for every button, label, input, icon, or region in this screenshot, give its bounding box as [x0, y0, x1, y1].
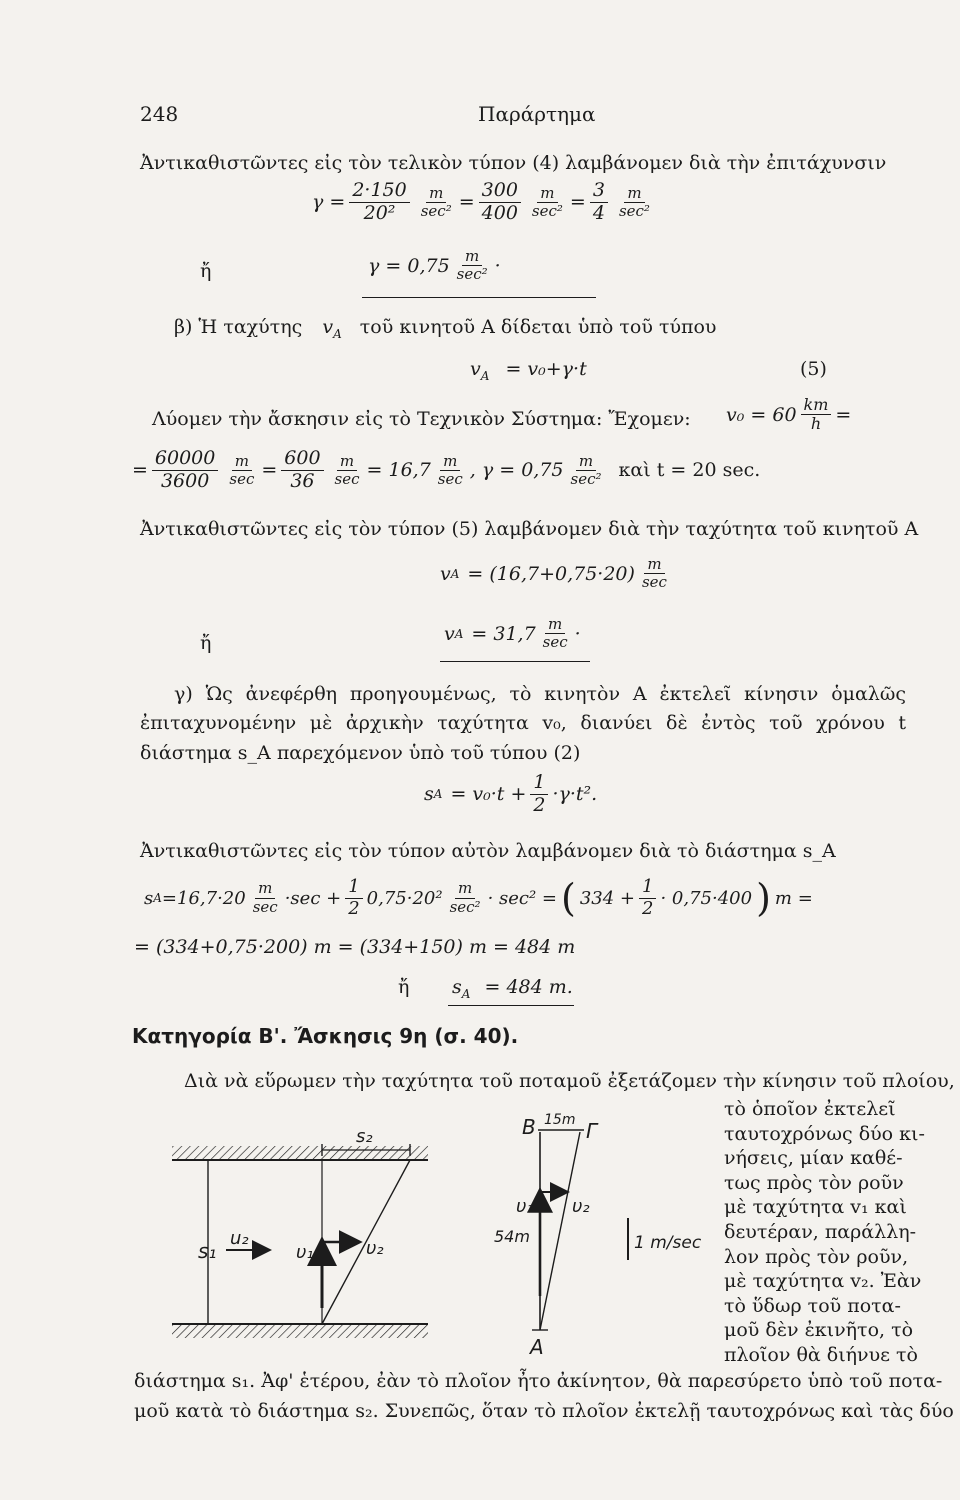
side-text-line: πλοῖον θὰ διήνυε τὸ [724, 1344, 918, 1366]
result-underline [448, 1005, 574, 1006]
fraction: $\frac{600}{36}$ [281, 448, 323, 493]
point-b-label: B [522, 1115, 536, 1139]
dist-top-label: 15m [544, 1112, 576, 1128]
side-text-line: μοῦ δὲν ἐκινῆτο, τὸ [724, 1319, 914, 1342]
v2-label: υ₂ [366, 1238, 384, 1259]
conversion-line: = $\frac{60000}{3600}$ $\frac{m}{\sec}$ = $\frac{600}{36}$ $\frac{m}{\sec}$ = 16,7 $\frac{m}{\sec}$ , γ = 0,75 $\frac{m}{\text{sec²}}$ καὶ t = 20 sec. [132, 447, 761, 492]
unit-fraction: $\frac{m}{\text{sec²}}$ [618, 183, 650, 220]
unit-fraction: $\frac{m}{\sec}$ [437, 451, 463, 488]
unit-fraction: $\frac{m}{\text{sec²}}$ [456, 247, 488, 284]
part-b-intro: β) Ἡ ταχύτης $v_A$ τοῦ κινητοῦ A δίδεται ὑπὸ τοῦ τύπου [174, 316, 717, 341]
va-result: v A = 31,7 $\frac{m}{\sec}$ · [444, 615, 581, 652]
river-bank-top [172, 1146, 428, 1160]
river-boat-figure [160, 1108, 720, 1360]
v1-label: υ₁ [296, 1242, 314, 1263]
u2-label: u₂ [230, 1228, 249, 1249]
s1-label: s₁ [198, 1239, 217, 1263]
gamma-lhs: γ = [312, 191, 346, 214]
or-label: ἤ [200, 632, 212, 654]
or-label: ἤ [200, 260, 212, 282]
v2-label-right: υ₂ [572, 1196, 590, 1217]
va-calc: v A = (16,7+0,75·20) $\frac{m}{\sec}$ [440, 556, 674, 592]
fraction: $\frac{1}{2}$ [639, 877, 656, 919]
unit-fraction: $\frac{m}{\text{sec²}}$ [449, 879, 481, 916]
point-a-label: A [530, 1335, 544, 1359]
side-text-line: νήσεις, μίαν καθέ- [724, 1147, 903, 1170]
fraction: $\frac{3}{4}$ [590, 180, 608, 225]
point-g-label: Γ [586, 1119, 598, 1143]
part-a-intro: Ἀντικαθιστῶντες εἰς τὸν τελικὸν τύπον (4) λαμβάνομεν διὰ τὴν ἐπιτάχυνσιν [140, 152, 887, 174]
v1-label-right: υ₁ [516, 1196, 534, 1217]
fraction: $\frac{60000}{3600}$ [152, 448, 218, 493]
right-paren: ) [756, 876, 771, 920]
river-bank-bottom [172, 1324, 428, 1338]
gamma-result: γ = 0,75 $\frac{m}{\text{sec²}}$ · [368, 247, 501, 284]
fraction: $\frac{300}{400}$ [479, 180, 521, 225]
unit-fraction: $\frac{m}{\sec}$ [641, 555, 667, 592]
side-text-line: τὸ ὕδωρ τοῦ ποτα- [724, 1294, 901, 1317]
s2-label: s₂ [356, 1126, 373, 1147]
scale-label: 1 m/sec [634, 1233, 702, 1253]
side-text-line: δευτέραν, παράλλη- [724, 1221, 917, 1243]
unit-fraction: $\frac{m}{\text{sec²}}$ [420, 183, 452, 220]
category-lead: Διὰ νὰ εὕρωμεν τὴν ταχύτητα τοῦ ποταμοῦ ἐξετάζομεν τὴν κίνησιν τοῦ πλοίου, [184, 1070, 955, 1092]
fraction: $\frac{1}{2}$ [345, 877, 362, 919]
result-underline [362, 297, 596, 298]
side-text-line: τως πρὸς τὸν ροῦν [724, 1171, 904, 1194]
distance-calc: s A =16,7·20 $\frac{m}{\sec}$ ·sec + $\frac{1}{2}$ 0,75·20² $\frac{m}{\text{sec²}}$ · sec² = ( 334 + $\frac{1}{2}$ · 0,75·400 ) m = [144, 875, 813, 920]
distance-result: $s_A = 484$ m. [452, 976, 573, 1001]
unit-fraction: $\frac{m}{\sec}$ [334, 451, 360, 488]
part-c-paragraph: γ) Ὡς ἀνεφέρθη προηγουμένως, τὸ κινητὸν A ἐκτελεῖ κίνησιν ὁμαλῶς ἐπιταχυνομένην μὲ ἀρχικὴν ταχύτητα v₀, διανύει δὲ ἐντὸς τοῦ χρόνου t διάστημα s_A παρεχόμενον ὑπὸ τοῦ τύπου (2) [140, 683, 906, 764]
height-label: 54m [494, 1227, 530, 1246]
unit-fraction: $\frac{m}{\sec}$ [252, 879, 278, 916]
running-title: Παράρτημα [478, 102, 596, 126]
fraction: $\frac{1}{2}$ [530, 772, 548, 817]
page-number: 248 [140, 102, 179, 126]
or-label: ἤ [398, 976, 410, 998]
result-underline [440, 661, 590, 662]
distance-calc-2: = (334+0,75·200) m = (334+150) m = 484 m [134, 936, 576, 958]
solve-text: Λύομεν τὴν ἄσκησιν εἰς τὸ Τεχνικὸν Σύστημα: Ἔχομεν: [152, 408, 691, 430]
gamma-equation: γ = $\frac{2\cdot 150}{\text{20²}}$ $\frac{m}{\text{sec²}}$ = $\frac{300}{400}$ $\frac{m}{\text{sec²}}$ = $\frac{3}{4}$ $\frac{m}{\text{sec²}}$ [312, 180, 657, 225]
side-text-line: λον πρὸς τὸν ροῦν, [724, 1245, 909, 1268]
unit-fraction: $\frac{m}{\sec}$ [542, 615, 568, 652]
velocity-formula: $v_A = v_0+\gamma\cdot t$ [470, 358, 587, 383]
formula-number: (5) [800, 358, 827, 380]
part-c-subst: Ἀντικαθιστῶντες εἰς τὸν τύπον αὐτὸν λαμβάνομεν διὰ τὸ διάστημα s_A [140, 840, 836, 862]
tail-line-2: μοῦ κατὰ τὸ διάστημα s₂. Συνεπῶς, ὅταν τὸ πλοῖον ἐκτελῇ ταυτοχρόνως καὶ τὰς δύο [134, 1400, 954, 1422]
distance-formula: s A = v₀·t + $\frac{1}{2}$ ·γ·t². [424, 771, 598, 816]
part-b-subst: Ἀντικαθιστῶντες εἰς τὸν τύπον (5) λαμβάνομεν διὰ τὴν ταχύτητα τοῦ κινητοῦ A [140, 518, 919, 540]
unit-fraction: $\frac{km}{h}$ [801, 396, 832, 434]
tail-line-1: διάστημα s₁. Ἀφ' ἑτέρου, ἐὰν τὸ πλοῖον ἦτο ἀκίνητον, θὰ παρεσύρετο ὑπὸ τοῦ ποτα- [134, 1370, 943, 1392]
side-text-line: μὲ ταχύτητα v₁ καὶ [724, 1196, 907, 1219]
fraction: $\frac{2\cdot 150}{\text{20²}}$ [349, 180, 409, 225]
side-text-line: ταυτοχρόνως δύο κι- [724, 1122, 925, 1145]
unit-fraction: $\frac{m}{\text{sec²}}$ [531, 183, 563, 220]
ag-line [540, 1132, 580, 1330]
unit-fraction: $\frac{m}{\text{sec²}}$ [570, 451, 602, 488]
left-paren: ( [561, 876, 576, 920]
category-heading: Κατηγορία Β'. Ἄσκησις 9η (σ. 40). [132, 1024, 519, 1048]
unit-fraction: $\frac{m}{\sec}$ [229, 451, 255, 488]
side-text-line: μὲ ταχύτητα v₂. Ἐὰν [724, 1270, 922, 1293]
v0-value: v₀ = 60 $\frac{km}{h}$ = [726, 395, 852, 434]
side-text-line: τὸ ὁποῖον ἐκτελεῖ [724, 1098, 896, 1120]
